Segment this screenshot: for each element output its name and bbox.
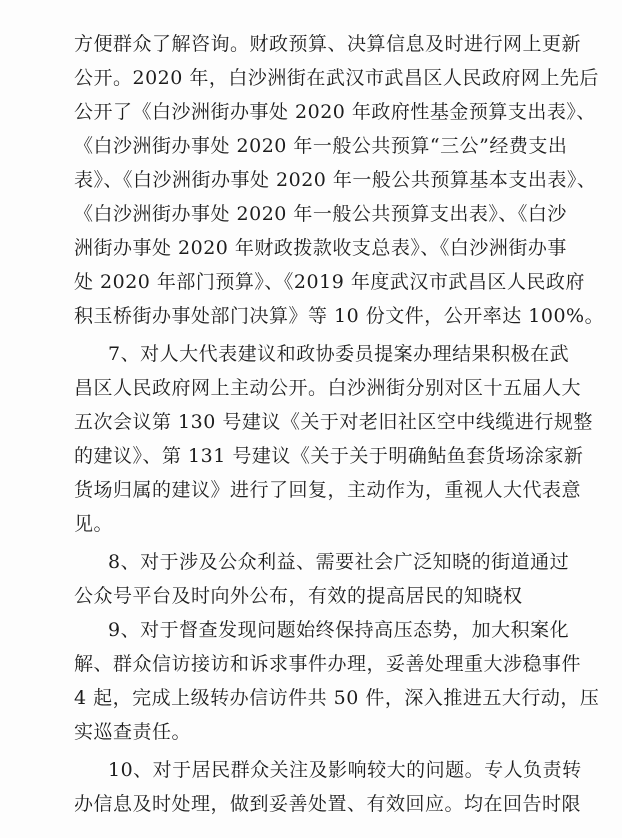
- text-line: 昌区人民政府网上主动公开。白沙洲街分别对区十五届人大: [74, 377, 582, 399]
- text-line: 方便群众了解咨询。财政预算、决算信息及时进行网上更新: [74, 33, 582, 55]
- paragraph-8-first-line: 8、对于涉及公众利益、需要社会广泛知晓的街道通过: [108, 551, 570, 573]
- text-line: 办信息及时处理，做到妥善处置、有效回应。均在回告时限: [74, 793, 582, 815]
- text-line: 积玉桥街办事处部门决算》等 10 份文件，公开率达 100%。: [74, 305, 605, 327]
- text-line: 见。: [74, 513, 114, 535]
- text-line: 表》、《白沙洲街办事处 2020 年一般公共预算基本支出表》、: [74, 169, 597, 191]
- paragraph-10-first-line: 10、对于居民群众关注及影响较大的问题。专人负责转: [108, 759, 582, 781]
- text-line: 解、群众信访接访和诉求事件办理，妥善处理重大涉稳事件: [74, 653, 582, 675]
- text-line: 实巡查责任。: [74, 721, 192, 743]
- text-line: 洲街办事处 2020 年财政拨款收支总表》、《白沙洲街办事: [74, 237, 567, 259]
- text-line: 处 2020 年部门预算》、《2019 年度武汉市武昌区人民政府: [74, 271, 585, 293]
- paragraph-9-first-line: 9、对于督查发现问题始终保持高压态势，加大积案化: [108, 619, 570, 641]
- text-line: 公众号平台及时向外公布，有效的提高居民的知晓权: [74, 585, 523, 607]
- text-line: 公开了《白沙洲街办事处 2020 年政府性基金预算支出表》、: [74, 101, 596, 123]
- text-line: 五次会议第 130 号建议《关于对老旧社区空中线缆进行规整: [74, 411, 593, 433]
- text-line: 货场归属的建议》进行了回复，主动作为，重视人大代表意: [74, 479, 582, 501]
- text-line: 《白沙洲街办事处 2020 年一般公共预算“三公”经费支出: [74, 135, 568, 157]
- text-line: 的建议》、第 131 号建议《关于关于明确鲇鱼套货场涂家新: [74, 445, 584, 467]
- text-line: 公开。2020 年，白沙洲街在武汉市武昌区人民政府网上先后: [74, 67, 599, 89]
- text-line: 《白沙洲街办事处 2020 年一般公共预算支出表》、《白沙: [74, 203, 567, 225]
- text-line: 4 起，完成上级转办信访件共 50 件，深入推进五大行动，压: [74, 687, 600, 709]
- paragraph-7-first-line: 7、对人大代表建议和政协委员提案办理结果积极在武: [108, 343, 570, 365]
